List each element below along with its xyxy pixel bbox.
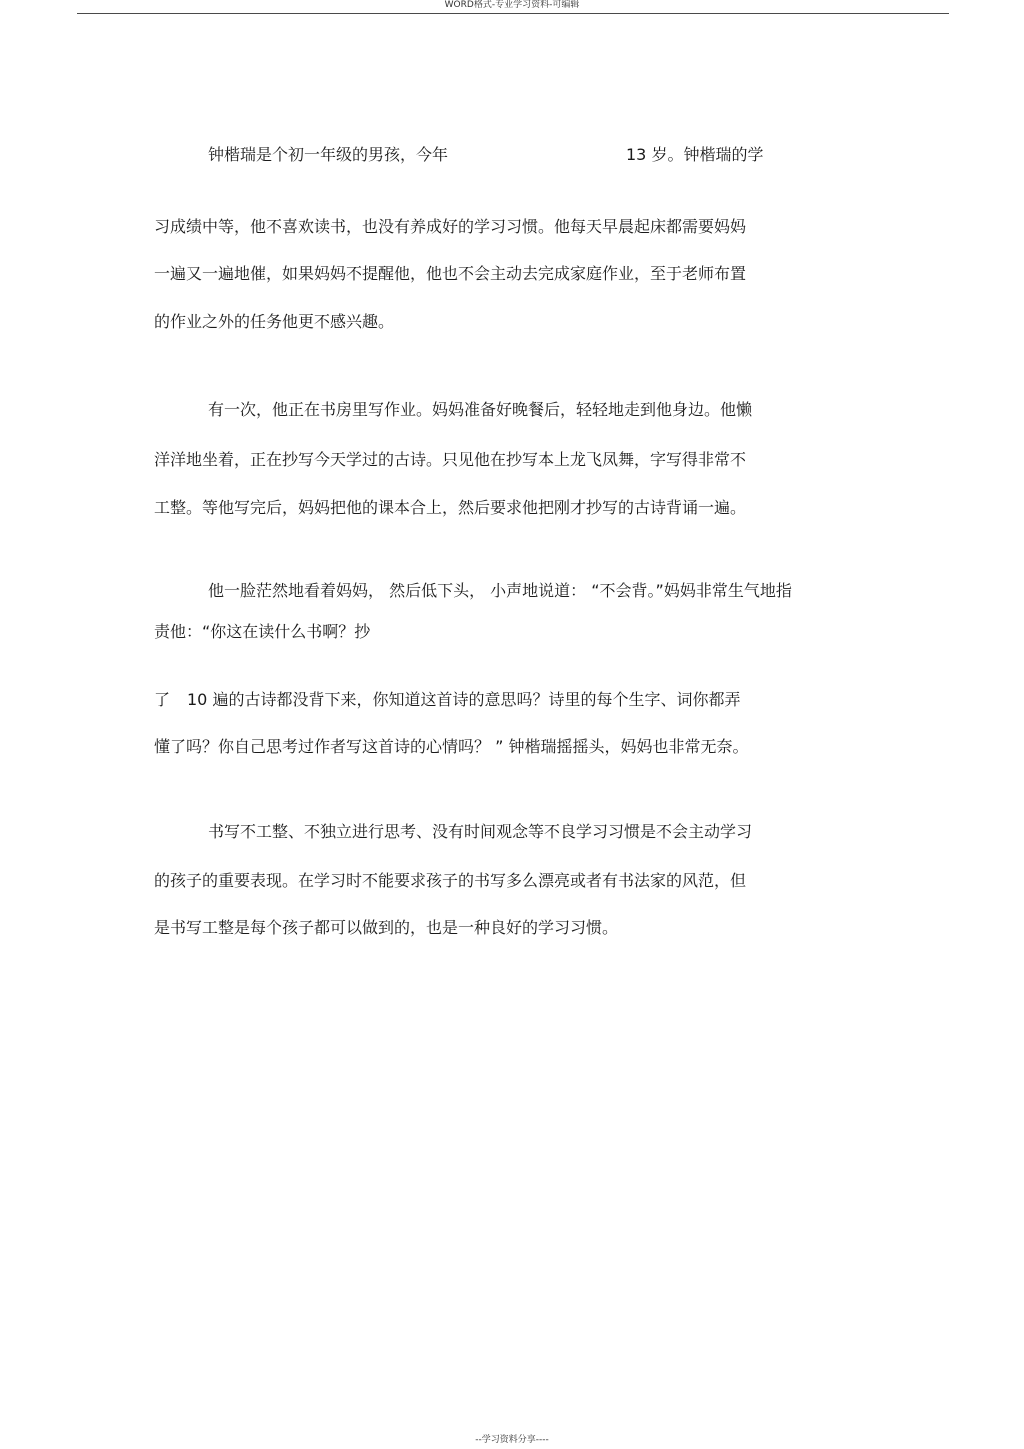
paragraph-3-line-2: 责他：“你这在读什么书啊？抄 xyxy=(154,622,371,641)
paragraph-3-line-3a: 了 xyxy=(154,690,171,709)
paragraph-1-line-1a: 钟楷瑞是个初一年级的男孩，今年 xyxy=(208,145,449,164)
paragraph-1-line-4: 的作业之外的任务他更不感兴趣。 xyxy=(154,312,395,331)
paragraph-4-line-2: 的孩子的重要表现。在学习时不能要求孩子的书写多么漂亮或者有书法家的风范，但 xyxy=(154,871,747,890)
page-header: WORD格式-专业学习资料-可编辑 xyxy=(444,0,580,10)
paragraph-1-line-3: 一遍又一遍地催，如果妈妈不提醒他，他也不会主动去完成家庭作业，至于老师布置 xyxy=(154,264,747,283)
paragraph-1-line-2: 习成绩中等，他不喜欢读书，也没有养成好的学习习惯。他每天早晨起床都需要妈妈 xyxy=(154,217,747,236)
paragraph-4-line-1: 书写不工整、不独立进行思考、没有时间观念等不良学习习惯是不会主动学习 xyxy=(208,822,753,841)
paragraph-2-line-1: 有一次，他正在书房里写作业。妈妈准备好晚餐后，轻轻地走到他身边。他懒 xyxy=(208,400,753,419)
page-footer: --学习资料分享---- xyxy=(475,1435,549,1445)
paragraph-2-line-3: 工整。等他写完后，妈妈把他的课本合上，然后要求他把刚才抄写的古诗背诵一遍。 xyxy=(154,498,747,517)
paragraph-2-line-2: 洋洋地坐着，正在抄写今天学过的古诗。只见他在抄写本上龙飞凤舞，字写得非常不 xyxy=(154,450,747,469)
paragraph-3-line-1: 他一脸茫然地看着妈妈， 然后低下头， 小声地说道： “不会背。”妈妈非常生气地指 xyxy=(208,581,792,600)
header-divider xyxy=(77,13,949,14)
paragraph-4-line-3: 是书写工整是每个孩子都可以做到的，也是一种良好的学习习惯。 xyxy=(154,918,619,937)
paragraph-1-line-1b: 13 岁。钟楷瑞的学 xyxy=(626,145,764,164)
paragraph-3-line-3b: 10 遍的古诗都没背下来，你知道这首诗的意思吗？诗里的每个生字、词你都弄 xyxy=(187,690,741,709)
paragraph-3-line-4: 懂了吗？你自己思考过作者写这首诗的心情吗？ ” 钟楷瑞摇摇头，妈妈也非常无奈。 xyxy=(154,737,749,756)
